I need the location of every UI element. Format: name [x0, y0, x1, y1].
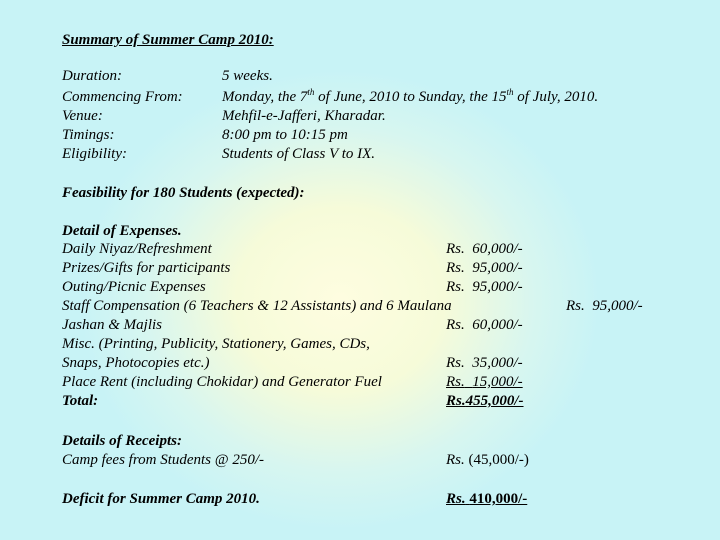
- summary-heading: Summary of Summer Camp 2010:: [62, 32, 274, 48]
- expense-label-prizes: Prizes/Gifts for participants: [62, 260, 231, 276]
- timings-value: 8:00 pm to 10:15 pm: [222, 127, 348, 143]
- expense-amount-staff: Rs. 95,000/-: [566, 298, 643, 314]
- venue-label: Venue:: [62, 108, 103, 124]
- eligibility-label: Eligibility:: [62, 146, 127, 162]
- expense-label-misc: Misc. (Printing, Publicity, Stationery, Games, CDs,: [62, 336, 370, 352]
- expenses-title: Detail of Expenses.: [62, 223, 182, 239]
- expense-amount-misc: Rs. 35,000/-: [446, 355, 523, 371]
- deficit-amount: Rs. 410,000/-: [446, 491, 528, 507]
- feasibility-heading: Feasibility for 180 Students (expected):: [62, 185, 305, 201]
- total-label: Total:: [62, 393, 99, 409]
- duration-value: 5 weeks.: [222, 68, 273, 84]
- eligibility-value: Students of Class V to IX.: [222, 146, 376, 162]
- expense-label-staff: Staff Compensation (6 Teachers & 12 Assistants) and 6 Maulana: [62, 298, 452, 314]
- expense-amount-outing: Rs. 95,000/-: [446, 279, 523, 295]
- expense-label-misc-cont: Snaps, Photocopies etc.): [62, 355, 210, 371]
- duration-label: Duration:: [62, 68, 122, 84]
- venue-value: Mehfil-e-Jafferi, Kharadar.: [222, 108, 386, 124]
- receipts-amount: Rs. (45,000/-): [446, 452, 529, 468]
- expense-label-outing: Outing/Picnic Expenses: [62, 279, 206, 295]
- receipts-title: Details of Receipts:: [62, 433, 182, 449]
- commencing-label: Commencing From:: [62, 89, 183, 105]
- deficit-label: Deficit for Summer Camp 2010.: [62, 491, 260, 507]
- expense-label-rent: Place Rent (including Chokidar) and Generator Fuel: [62, 374, 382, 390]
- commencing-value: Monday, the 7th of June, 2010 to Sunday, the 15th of July, 2010.: [222, 87, 599, 105]
- expense-amount-jashan: Rs. 60,000/-: [446, 317, 523, 333]
- expense-label-jashan: Jashan & Majlis: [62, 317, 162, 333]
- expense-amount-prizes: Rs. 95,000/-: [446, 260, 523, 276]
- expense-label-niyaz: Daily Niyaz/Refreshment: [62, 241, 212, 257]
- total-amount: Rs.455,000/-: [446, 393, 524, 409]
- expense-amount-niyaz: Rs. 60,000/-: [446, 241, 523, 257]
- expense-amount-rent: Rs. 15,000/-: [446, 374, 523, 390]
- timings-label: Timings:: [62, 127, 115, 143]
- receipts-label: Camp fees from Students @ 250/-: [62, 452, 264, 468]
